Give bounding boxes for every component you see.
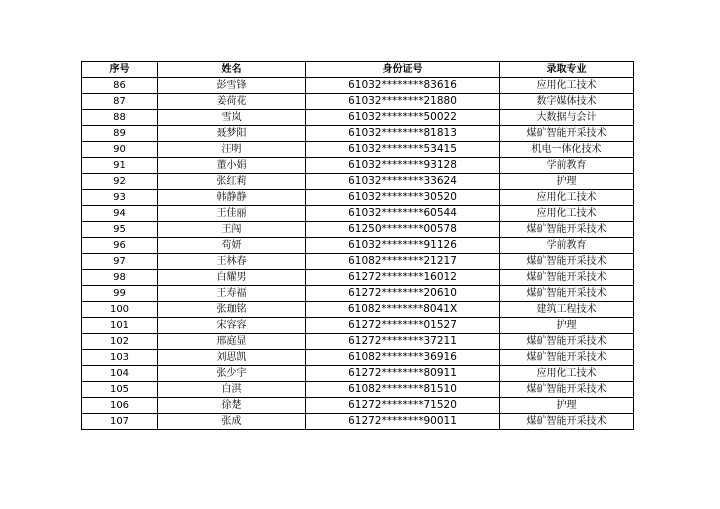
cell-major: 护理 [500, 398, 634, 414]
cell-major: 煤矿智能开采技术 [500, 382, 634, 398]
cell-id-number: 61032********30520 [306, 190, 500, 206]
cell-index: 104 [82, 366, 158, 382]
cell-name: 王林春 [158, 254, 306, 270]
cell-index: 86 [82, 78, 158, 94]
cell-id-number: 61272********80911 [306, 366, 500, 382]
cell-name: 聂梦阳 [158, 126, 306, 142]
cell-major: 应用化工技术 [500, 366, 634, 382]
table-row [82, 190, 634, 206]
cell-major: 机电一体化技术 [500, 142, 634, 158]
cell-index: 95 [82, 222, 158, 238]
cell-index: 101 [82, 318, 158, 334]
cell-name: 宋容容 [158, 318, 306, 334]
header-name: 姓名 [158, 62, 306, 78]
cell-index: 88 [82, 110, 158, 126]
table-row [82, 78, 634, 94]
cell-name: 彭雪锋 [158, 78, 306, 94]
cell-major: 煤矿智能开采技术 [500, 334, 634, 350]
cell-major: 煤矿智能开采技术 [500, 350, 634, 366]
cell-name: 张成 [158, 414, 306, 430]
header-row [82, 62, 634, 78]
cell-major: 护理 [500, 318, 634, 334]
cell-id-number: 61272********71520 [306, 398, 500, 414]
cell-index: 92 [82, 174, 158, 190]
table-row [82, 398, 634, 414]
cell-major: 学前教育 [500, 238, 634, 254]
cell-id-number: 61272********16012 [306, 270, 500, 286]
table-row [82, 110, 634, 126]
cell-major: 煤矿智能开采技术 [500, 254, 634, 270]
cell-name: 苟妍 [158, 238, 306, 254]
cell-index: 106 [82, 398, 158, 414]
cell-name: 张少宇 [158, 366, 306, 382]
cell-index: 107 [82, 414, 158, 430]
cell-id-number: 61032********83616 [306, 78, 500, 94]
table-row [82, 286, 634, 302]
cell-major: 大数据与会计 [500, 110, 634, 126]
table-row [82, 334, 634, 350]
cell-id-number: 61032********33624 [306, 174, 500, 190]
cell-id-number: 61272********01527 [306, 318, 500, 334]
cell-id-number: 61272********20610 [306, 286, 500, 302]
table-row [82, 366, 634, 382]
cell-major: 煤矿智能开采技术 [500, 222, 634, 238]
cell-id-number: 61272********90011 [306, 414, 500, 430]
cell-id-number: 61032********91126 [306, 238, 500, 254]
cell-major: 数字媒体技术 [500, 94, 634, 110]
cell-index: 94 [82, 206, 158, 222]
admission-table [81, 61, 634, 430]
cell-id-number: 61082********81510 [306, 382, 500, 398]
cell-major: 应用化工技术 [500, 78, 634, 94]
cell-id-number: 61082********8041X [306, 302, 500, 318]
cell-index: 90 [82, 142, 158, 158]
cell-id-number: 61032********21880 [306, 94, 500, 110]
cell-id-number: 61082********21217 [306, 254, 500, 270]
cell-index: 97 [82, 254, 158, 270]
cell-id-number: 61032********60544 [306, 206, 500, 222]
cell-major: 煤矿智能开采技术 [500, 126, 634, 142]
cell-major: 应用化工技术 [500, 190, 634, 206]
table-row [82, 350, 634, 366]
cell-major: 煤矿智能开采技术 [500, 414, 634, 430]
table-row [82, 382, 634, 398]
cell-id-number: 61032********53415 [306, 142, 500, 158]
table-row [82, 94, 634, 110]
cell-name: 王寿福 [158, 286, 306, 302]
table-row [82, 206, 634, 222]
cell-id-number: 61272********37211 [306, 334, 500, 350]
cell-name: 姜荷花 [158, 94, 306, 110]
cell-major: 煤矿智能开采技术 [500, 286, 634, 302]
cell-index: 100 [82, 302, 158, 318]
table-row [82, 318, 634, 334]
cell-name: 白淇 [158, 382, 306, 398]
table-row [82, 302, 634, 318]
header-major: 录取专业 [500, 62, 634, 78]
cell-name: 张红莉 [158, 174, 306, 190]
cell-major: 护理 [500, 174, 634, 190]
cell-id-number: 61082********36916 [306, 350, 500, 366]
cell-index: 93 [82, 190, 158, 206]
table-row [82, 254, 634, 270]
cell-major: 学前教育 [500, 158, 634, 174]
cell-id-number: 61032********50022 [306, 110, 500, 126]
cell-index: 96 [82, 238, 158, 254]
table-row [82, 126, 634, 142]
cell-index: 105 [82, 382, 158, 398]
table-row [82, 174, 634, 190]
table-row [82, 222, 634, 238]
cell-name: 张珈铭 [158, 302, 306, 318]
table-row [82, 414, 634, 430]
cell-major: 建筑工程技术 [500, 302, 634, 318]
header-index: 序号 [82, 62, 158, 78]
cell-index: 91 [82, 158, 158, 174]
cell-index: 98 [82, 270, 158, 286]
cell-major: 煤矿智能开采技术 [500, 270, 634, 286]
cell-index: 99 [82, 286, 158, 302]
table-row [82, 142, 634, 158]
cell-name: 董小娟 [158, 158, 306, 174]
cell-major: 应用化工技术 [500, 206, 634, 222]
table-row [82, 238, 634, 254]
cell-name: 白耀男 [158, 270, 306, 286]
cell-name: 刘思凯 [158, 350, 306, 366]
cell-index: 89 [82, 126, 158, 142]
cell-index: 87 [82, 94, 158, 110]
cell-id-number: 61032********93128 [306, 158, 500, 174]
cell-name: 汪明 [158, 142, 306, 158]
table-row [82, 158, 634, 174]
cell-name: 雪岚 [158, 110, 306, 126]
cell-id-number: 61250********00578 [306, 222, 500, 238]
cell-name: 韩静静 [158, 190, 306, 206]
header-id-number: 身份证号 [306, 62, 500, 78]
cell-name: 王闯 [158, 222, 306, 238]
cell-id-number: 61032********81813 [306, 126, 500, 142]
cell-index: 103 [82, 350, 158, 366]
cell-name: 邢庭显 [158, 334, 306, 350]
table-row [82, 270, 634, 286]
cell-index: 102 [82, 334, 158, 350]
cell-name: 王佳丽 [158, 206, 306, 222]
cell-name: 徐楚 [158, 398, 306, 414]
